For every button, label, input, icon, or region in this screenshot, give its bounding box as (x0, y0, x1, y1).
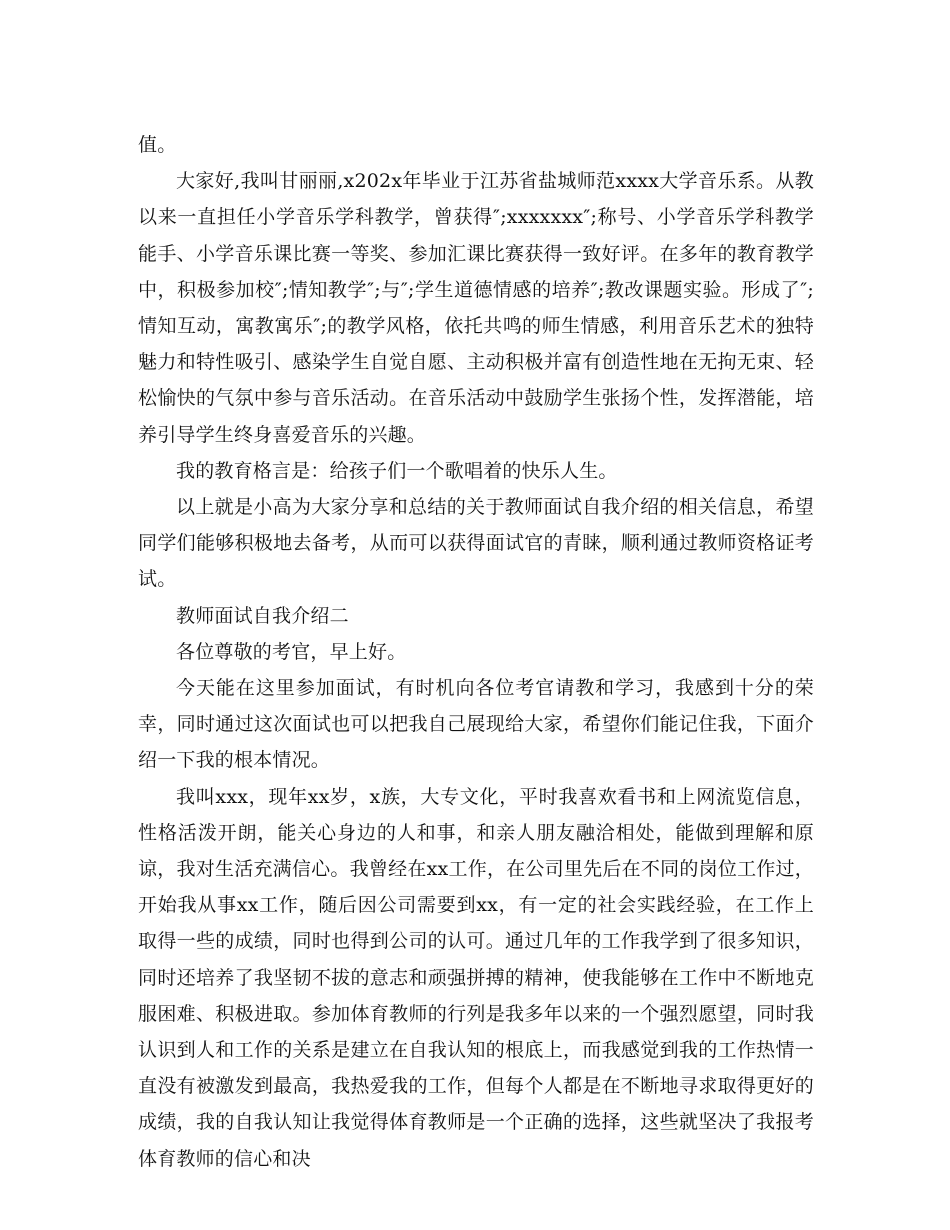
paragraph-summary: 以上就是小高为大家分享和总结的关于教师面试自我介绍的相关信息，希望同学们能够积极地去备考，从而可以获得面试官的青睐，顺利通过教师资格证考试。 (138, 496, 814, 591)
section-heading: 教师面试自我介绍二 (176, 604, 349, 627)
paragraph-motto: 我的教育格言是：给孩子们一个歌唱着的快乐人生。 (176, 459, 618, 482)
paragraph-intro-music-teacher: 大家好,我叫甘丽丽,x202x年毕业于江苏省盐城师范xxxx大学音乐系。从教以来一直担任小学音乐学科教学，曾获得″;xxxxxxx″;称号、小学音乐学科教学能手、小学音乐课比赛一等奖、参加汇课比赛获得一致好评。在多年的教育教学中，积极参加校″;情知教学″;与″;学生道德情感的培养″;教改课题实验。形成了″;情知互动，寓教寓乐″;的教学风格，依托共鸣的师生情感，利用音乐艺术的独特魅力和特性吸引、感染学生自觉自愿、主动积极并富有创造性地在无拘无束、轻松愉快的气氛中参与音乐活动。在音乐活动中鼓励学生张扬个性，发挥潜能，培养引导学生终身喜爱音乐的兴趣。 (138, 170, 814, 446)
paragraph-continuation: 值。 (138, 134, 177, 156)
document-body (138, 127, 814, 1177)
paragraph-self-introduction: 我叫xxx，现年xx岁，x族，大专文化，平时我喜欢看书和上网流览信息，性格活泼开朗，能关心身边的人和事，和亲人朋友融洽相处，能做到理解和原谅，我对生活充满信心。我曾经在xx工作，在公司里先后在不同的岗位工作过，开始我从事xx工作，随后因公司需要到xx，有一定的社会实践经验，在工作上取得一些的成绩，同时也得到公司的认可。通过几年的工作我学到了很多知识，同时还培养了我坚韧不拔的意志和顽强拼搏的精神，使我能够在工作中不断地克服困难、积极进取。参加体育教师的行列是我多年以来的一个强烈愿望，同时我认识到人和工作的关系是建立在自我认知的根底上，而我感觉到我的工作热情一直没有被激发到最高，我热爱我的工作，但每个人都是在不断地寻求取得更好的成绩，我的自我认知让我觉得体育教师是一个正确的选择，这些就坚决了我报考体育教师的信心和决 (138, 785, 814, 1170)
paragraph-greeting: 各位尊敬的考官，早上好。 (176, 640, 407, 663)
paragraph-opening: 今天能在这里参加面试，有时机向各位考官请教和学习，我感到十分的荣幸，同时通过这次面试也可以把我自己展现给大家，希望你们能记住我，下面介绍一下我的根本情况。 (138, 677, 814, 772)
